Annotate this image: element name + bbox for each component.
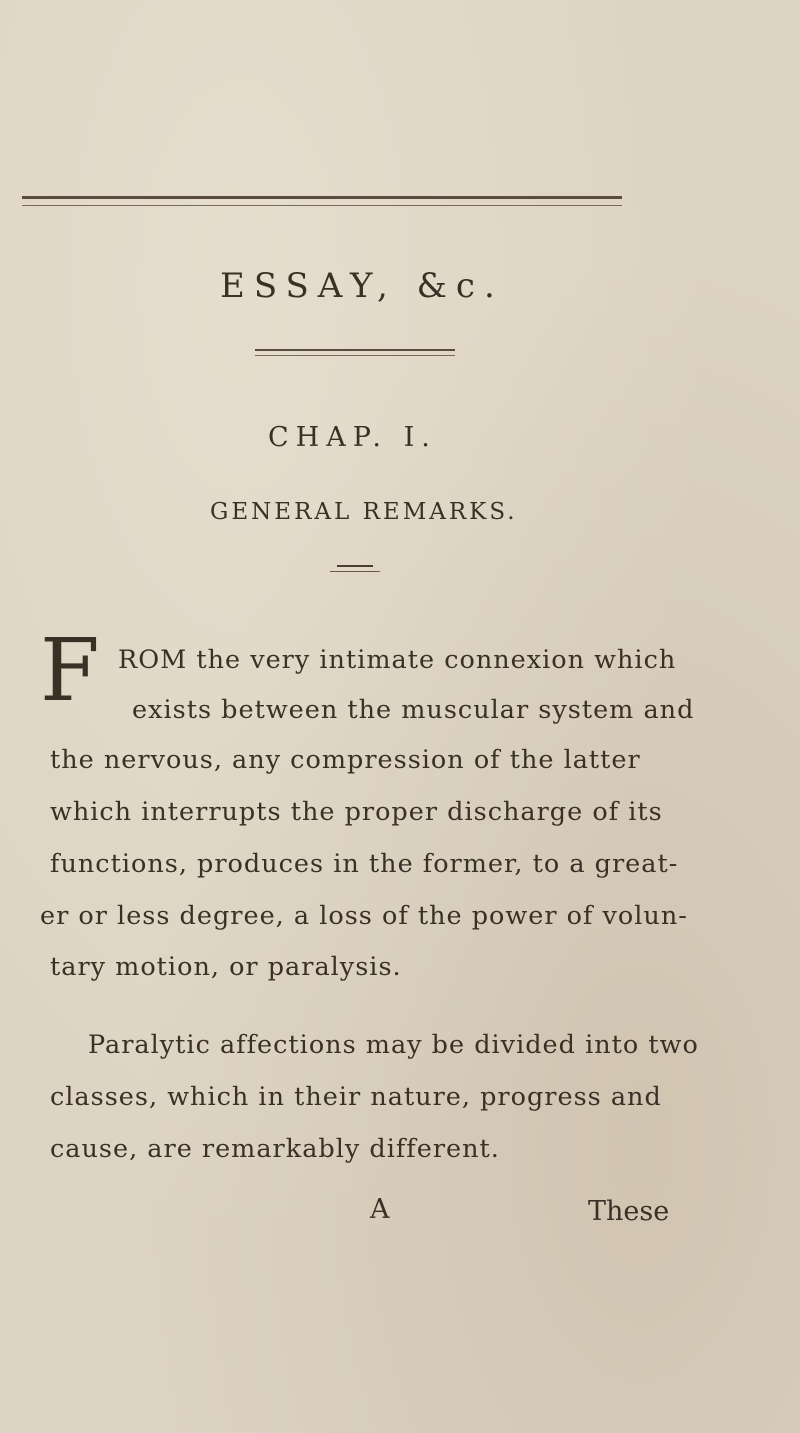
text-line: cause, are remarkably different.: [50, 1134, 500, 1164]
chapter-heading: CHAP. I.: [268, 422, 437, 453]
drop-cap: F: [40, 621, 100, 721]
catchword: These: [588, 1196, 670, 1227]
text-line: exists between the muscular system and: [132, 695, 695, 725]
header-rule-thin: [22, 205, 622, 206]
signature-mark: A: [370, 1194, 390, 1225]
text-line: which interrupts the proper discharge of its: [50, 797, 663, 827]
text-line: ROM the very intimate connexion which: [118, 645, 677, 675]
ornament-rule: [337, 565, 373, 567]
header-rule: [22, 196, 622, 199]
ornament-rule-thin: [330, 571, 380, 572]
title-rule: [255, 349, 455, 351]
text-line: the nervous, any compression of the latter: [50, 745, 641, 775]
title-rule-thin: [255, 355, 455, 356]
text-line: tary motion, or paralysis.: [50, 952, 402, 982]
text-line: Paralytic affections may be divided into two: [88, 1030, 699, 1060]
text-line: functions, produces in the former, to a great-: [50, 849, 679, 879]
section-title: GENERAL REMARKS.: [210, 499, 518, 525]
running-title: ESSAY, &c.: [220, 266, 504, 306]
text-line: classes, which in their nature, progress and: [50, 1082, 662, 1112]
text-line: er or less degree, a loss of the power of volun-: [40, 901, 688, 931]
